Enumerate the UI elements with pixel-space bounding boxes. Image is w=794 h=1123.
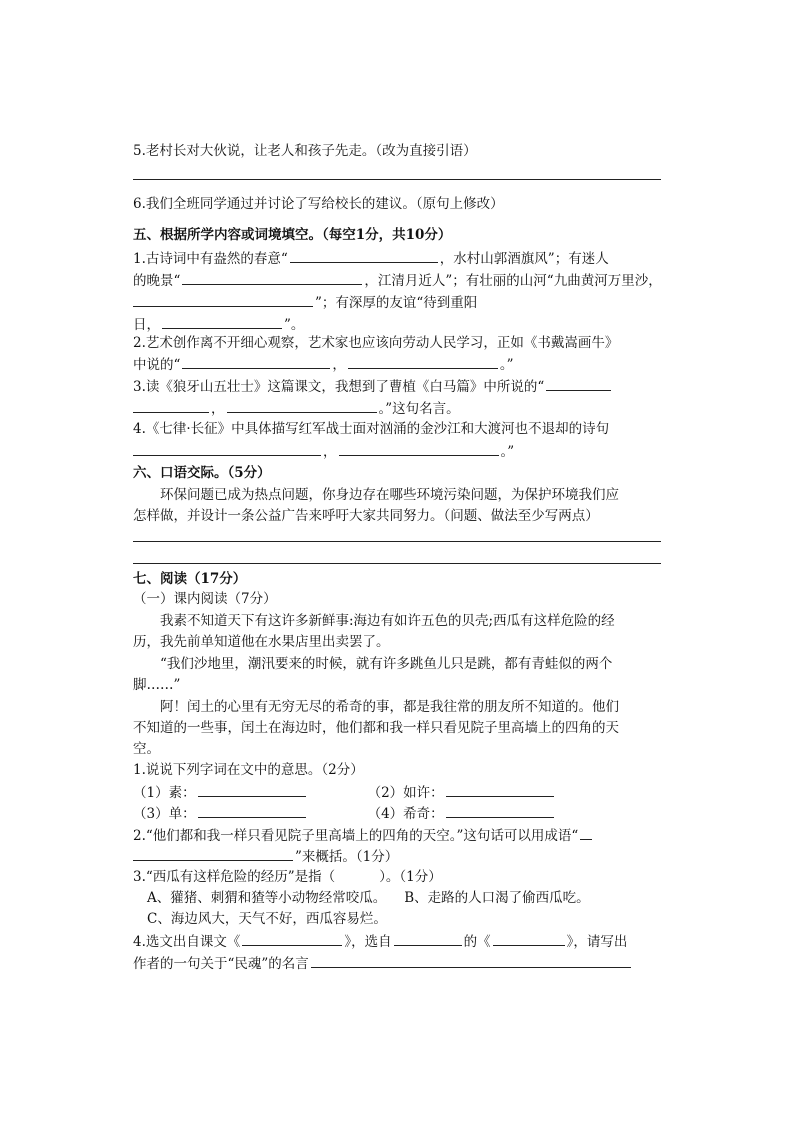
section-5-title: 五、根据所学内容或词境填空。（每空1分，共10分） xyxy=(133,227,452,243)
fill-1a-text2: ，水村山郭酒旗风”；有迷人 xyxy=(439,251,609,267)
section-6-line2: 怎样做，并设计一条公益广告来呼吁大家共同努力。（问题、做法至少写两点） xyxy=(133,508,599,524)
reading-q1: 1.说说下列字词在文中的意思。（2分） xyxy=(133,762,364,778)
option-b[interactable]: B、走路的人口渴了偷西瓜吃。 xyxy=(404,890,590,906)
blank-9[interactable] xyxy=(133,441,321,456)
fill-2b-text2: ， xyxy=(332,357,346,373)
reading-q2-text2: ”来概括。（1分） xyxy=(295,849,399,865)
reading-q2-line1 xyxy=(133,825,594,846)
fill-4a: 4.《七律·长征》中具体描写红军战士面对汹涌的金沙江和大渡河也不退却的诗句 xyxy=(133,421,610,437)
reading-q4-line1 xyxy=(133,931,627,952)
reading-q3-text: 3.“西瓜有这样危险的经历”是指（ xyxy=(133,869,336,885)
fill-1b-text: 的晚景“ xyxy=(133,273,181,289)
fill-2a: 2.艺术创作离不开细心观察，艺术家也应该向劳动人民学习，正如《书戴嵩画牛》 xyxy=(133,335,619,351)
fill-1d-text: 日， xyxy=(133,317,160,333)
fill-1b-text2: ，江清月近人”；有壮丽的山河“九曲黄河万里沙， xyxy=(364,273,662,289)
reading-q4-text3: 的《 xyxy=(463,934,491,950)
fill-2b-text: 中说的“ xyxy=(133,357,181,373)
answer-line-6a[interactable] xyxy=(133,541,661,542)
blank-r1-1[interactable] xyxy=(198,782,306,797)
passage-p3-line3: 空。 xyxy=(133,741,160,757)
reading-q1-item2: （2）如许： xyxy=(367,785,444,801)
fill-1b xyxy=(133,270,662,291)
fill-3a xyxy=(133,376,613,397)
fill-1a xyxy=(133,248,609,269)
passage-p2-line2: 脚……” xyxy=(133,677,181,693)
blank-4[interactable] xyxy=(162,314,282,329)
blank-r1-2[interactable] xyxy=(446,782,554,797)
passage-p2-line1: “我们沙地里，潮汛要来的时候，就有许多跳鱼儿只是跳，都有青蛙似的两个 xyxy=(160,656,613,672)
blank-r4-3[interactable] xyxy=(493,931,565,946)
section-7-subtitle: （一）课内阅读（7分） xyxy=(133,591,277,607)
blank-r1-4[interactable] xyxy=(446,803,554,818)
reading-q1-item1: （1）素： xyxy=(133,785,196,801)
blank-1[interactable] xyxy=(290,248,438,263)
fill-4b-text: ， xyxy=(323,444,337,460)
option-a[interactable]: A、獾猪、刺猬和猹等小动物经常咬瓜。 xyxy=(147,890,387,906)
section-6-line1: 环保问题已成为热点问题，你身边存在哪些环境污染问题，为保护环境我们应 xyxy=(160,487,619,503)
answer-line-5[interactable] xyxy=(133,179,661,180)
blank-6[interactable] xyxy=(348,354,498,369)
passage-p1-line1: 我素不知道天下有这许多新鲜事:海边有如许五色的贝壳;西瓜有这样危险的经 xyxy=(160,613,615,629)
question-5: 5.老村长对大伙说，让老人和孩子先走。（改为直接引语） xyxy=(133,143,477,159)
fill-3a-text: 3.读《狼牙山五壮士》这篇课文，我想到了曹植《白马篇》中所说的“ xyxy=(133,379,545,395)
blank-r1-3[interactable] xyxy=(198,803,306,818)
fill-2b xyxy=(133,354,514,375)
blank-7[interactable] xyxy=(546,376,611,391)
blank-8[interactable] xyxy=(227,398,377,413)
passage-p3-line1: 阿！闰土的心里有无穷无尽的希奇的事，都是我往常的朋友所不知道的。他们 xyxy=(160,699,619,715)
fill-1a-text: 1.古诗词中有盎然的春意“ xyxy=(133,251,288,267)
passage-p1-line2: 历，我先前单知道他在水果店里出卖罢了。 xyxy=(133,634,390,650)
reading-q4-text2: 》，选自 xyxy=(344,934,392,950)
blank-5[interactable] xyxy=(182,354,330,369)
section-6-title: 六、口语交际。（5分） xyxy=(133,465,271,481)
blank-7b[interactable] xyxy=(133,398,209,413)
blank-3[interactable] xyxy=(133,292,313,307)
reading-q4-text1: 4.选文出自课文《 xyxy=(133,934,241,950)
section-7-title: 七、阅读（17分） xyxy=(133,571,247,587)
reading-q1-row2 xyxy=(133,803,556,824)
blank-2[interactable] xyxy=(182,270,362,285)
fill-3b-text2: 。”这句名言。 xyxy=(378,401,460,417)
reading-q4-line2 xyxy=(133,953,633,974)
reading-q1-item4: （4）希奇： xyxy=(367,806,444,822)
fill-3b-text: ， xyxy=(211,401,225,417)
passage-p3-line2: 不知道的一些事，闰土在海边时，他们都和我一样只看见院子里高墙上的四角的天 xyxy=(133,720,619,736)
fill-1d-text2: ”。 xyxy=(284,317,305,333)
fill-1d xyxy=(133,314,304,335)
blank-10[interactable] xyxy=(339,441,499,456)
reading-q2-line2 xyxy=(133,846,398,867)
blank-r2a[interactable] xyxy=(580,825,592,840)
fill-1c-text: ”；有深厚的友谊“待到重阳 xyxy=(315,295,478,311)
fill-3b xyxy=(133,398,460,419)
reading-q1-item3: （3）单： xyxy=(133,806,196,822)
blank-r4-2[interactable] xyxy=(394,931,462,946)
blank-r4-4[interactable] xyxy=(311,953,631,968)
blank-r2b[interactable] xyxy=(133,846,293,861)
answer-line-6b[interactable] xyxy=(133,563,661,564)
reading-q3-text2: ）。（1分） xyxy=(379,869,442,885)
blank-r4-1[interactable] xyxy=(242,931,342,946)
reading-q4-text5: 作者的一句关于“民魂”的名言 xyxy=(133,956,309,972)
fill-2b-text3: 。” xyxy=(499,357,514,373)
option-c[interactable]: C、海边风大，天气不好，西瓜容易烂。 xyxy=(147,911,387,927)
question-6: 6.我们全班同学通过并讨论了写给校长的建议。（原句上修改） xyxy=(133,196,504,212)
fill-4b-text2: 。” xyxy=(500,444,515,460)
fill-4b xyxy=(133,441,514,462)
reading-q3 xyxy=(133,867,442,887)
fill-1c xyxy=(133,292,477,313)
reading-q2-text: 2.“他们都和我一样只看见院子里高墙上的四角的天空。”这句话可以用成语“ xyxy=(133,828,579,844)
reading-q3-options-row1 xyxy=(147,888,590,908)
reading-q1-row1 xyxy=(133,782,556,803)
reading-q4-text4: 》，请写出 xyxy=(566,934,628,950)
